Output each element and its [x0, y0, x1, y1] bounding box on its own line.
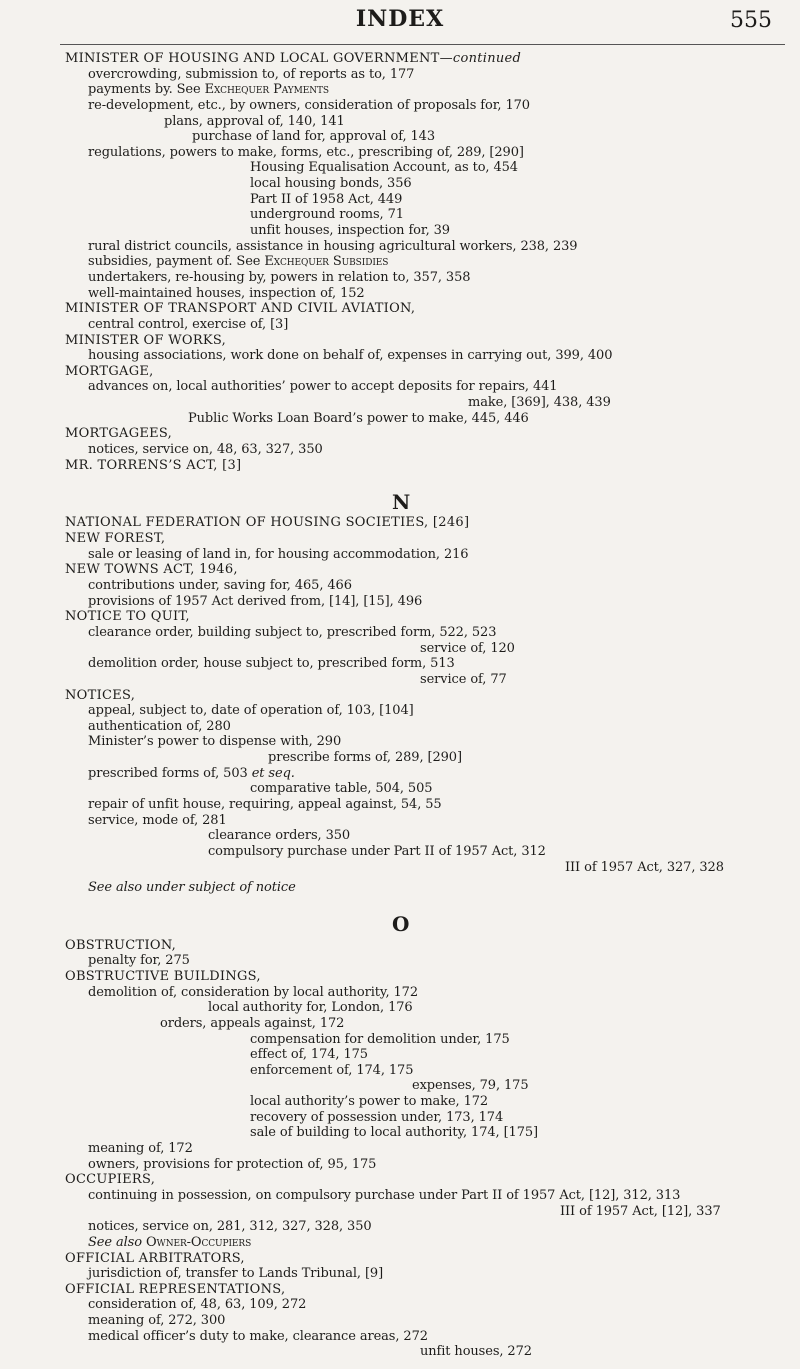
- index-entry: sale of building to local authority, 174, [175]: [250, 1125, 538, 1141]
- section-letter-n: N: [392, 489, 411, 514]
- section-letter-o: O: [392, 912, 410, 937]
- index-entry: make, [369], 438, 439: [468, 395, 611, 411]
- index-entry: regulations, powers to make, forms, etc., prescribing of, 289, [290]: [88, 144, 524, 160]
- index-entry: expenses, 79, 175: [412, 1078, 529, 1094]
- index-entry: demolition of, consideration by local authority, 172: [88, 984, 418, 1000]
- index-heading: OCCUPIERS,: [65, 1172, 156, 1188]
- index-entry: Part II of 1958 Act, 449: [250, 191, 403, 207]
- index-entry: demolition order, house subject to, prescribed form, 513: [88, 656, 455, 672]
- index-entry: III of 1957 Act, [12], 337: [560, 1203, 721, 1219]
- index-entry: undertakers, re-housing by, powers in relation to, 357, 358: [88, 269, 471, 285]
- index-entry: notices, service on, 48, 63, 327, 350: [88, 441, 323, 457]
- index-heading: MINISTER OF HOUSING AND LOCAL GOVERNMENT—continued: [65, 51, 522, 66]
- index-entry: Public Works Loan Board’s power to make, 445, 446: [188, 410, 529, 426]
- page-title: INDEX: [355, 6, 445, 32]
- index-entry: authentication of, 280: [88, 718, 231, 734]
- index-heading: MINISTER OF WORKS,: [65, 332, 227, 348]
- index-heading: OBSTRUCTIVE BUILDINGS,: [65, 969, 261, 985]
- index-entry: Minister’s power to dispense with, 290: [88, 734, 342, 750]
- index-entry: contributions under, saving for, 465, 466: [88, 578, 352, 594]
- index-entry: clearance order, building subject to, prescribed form, 522, 523: [88, 624, 497, 640]
- index-heading: NOTICES,: [65, 687, 136, 703]
- index-entry: comparative table, 504, 505: [250, 781, 433, 797]
- index-entry: local authority for, London, 176: [208, 1000, 413, 1016]
- index-entry: sale or leasing of land in, for housing accommodation, 216: [88, 546, 469, 562]
- index-entry: enforcement of, 174, 175: [250, 1062, 414, 1078]
- index-entry: notices, service on, 281, 312, 327, 328, 350: [88, 1219, 372, 1235]
- index-entry: orders, appeals against, 172: [160, 1015, 345, 1031]
- index-entry: underground rooms, 71: [250, 207, 404, 223]
- index-entry: re-development, etc., by owners, consideration of proposals for, 170: [88, 97, 530, 113]
- index-heading: MORTGAGE,: [65, 363, 154, 379]
- index-heading: MR. TORRENS’S ACT, [3]: [65, 457, 242, 473]
- index-entry: effect of, 174, 175: [250, 1047, 368, 1063]
- index-entry: rural district councils, assistance in housing agricultural workers, 238, 239: [88, 238, 578, 254]
- index-entry: housing associations, work done on behalf of, expenses in carrying out, 399, 400: [88, 348, 613, 364]
- index-entry: compensation for demolition under, 175: [250, 1031, 510, 1047]
- index-heading: OBSTRUCTION,: [65, 937, 177, 953]
- index-entry: local authority’s power to make, 172: [250, 1094, 489, 1110]
- index-entry: local housing bonds, 356: [250, 176, 412, 192]
- index-entry: unfit houses, inspection for, 39: [250, 223, 450, 239]
- index-entry: central control, exercise of, [3]: [88, 316, 289, 332]
- index-entry: provisions of 1957 Act derived from, [14], [15], 496: [88, 593, 423, 609]
- index-entry: payments by. See Exchequer Payments: [88, 82, 329, 98]
- index-entry: recovery of possession under, 173, 174: [250, 1109, 504, 1125]
- index-entry: See also under subject of notice: [88, 879, 296, 895]
- index-entry: penalty for, 275: [88, 953, 190, 969]
- index-entry: Housing Equalisation Account, as to, 454: [250, 160, 518, 176]
- index-entry: continuing in possession, on compulsory purchase under Part II of 1957 Act, [12], 312, 313: [88, 1187, 681, 1203]
- index-entry: compulsory purchase under Part II of 1957 Act, 312: [208, 843, 546, 859]
- index-entry: appeal, subject to, date of operation of, 103, [104]: [88, 703, 414, 719]
- index-entry: meaning of, 272, 300: [88, 1313, 226, 1329]
- index-entry: overcrowding, submission to, of reports as to, 177: [88, 66, 415, 82]
- page-number: 555: [730, 8, 772, 33]
- index-entry: unfit houses, 272: [420, 1344, 532, 1360]
- index-entry: medical officer’s duty to make, clearance areas, 272: [88, 1328, 428, 1344]
- index-entry: plans, approval of, 140, 141: [164, 113, 345, 129]
- index-heading: NOTICE TO QUIT,: [65, 609, 190, 625]
- index-heading: OFFICIAL ARBITRATORS,: [65, 1250, 245, 1266]
- index-heading: NEW TOWNS ACT, 1946,: [65, 562, 238, 578]
- index-entry: subsidies, payment of. See Exchequer Subsidies: [88, 254, 389, 270]
- index-entry: repair of unfit house, requiring, appeal against, 54, 55: [88, 796, 442, 812]
- index-entry: advances on, local authorities’ power to accept deposits for repairs, 441: [88, 379, 558, 395]
- index-entry: See also Owner-Occupiers: [88, 1234, 252, 1250]
- index-heading: MORTGAGEES,: [65, 426, 173, 442]
- index-entry: III of 1957 Act, 327, 328: [565, 859, 724, 875]
- index-entry: service of, 77: [420, 671, 507, 687]
- index-entry: prescribed forms of, 503 et seq.: [88, 765, 295, 781]
- index-entry: purchase of land for, approval of, 143: [192, 129, 435, 145]
- header-rule: [60, 44, 785, 45]
- index-entry: service, mode of, 281: [88, 812, 227, 828]
- index-entry: service of, 120: [420, 640, 515, 656]
- index-heading: OFFICIAL REPRESENTATIONS,: [65, 1281, 286, 1297]
- index-entry: well-maintained houses, inspection of, 152: [88, 285, 365, 301]
- index-heading: NEW FOREST,: [65, 531, 166, 547]
- index-entry: jurisdiction of, transfer to Lands Tribunal, [9]: [88, 1266, 384, 1282]
- index-heading: MINISTER OF TRANSPORT AND CIVIL AVIATION,: [65, 301, 416, 317]
- index-entry: consideration of, 48, 63, 109, 272: [88, 1297, 307, 1313]
- index-entry: meaning of, 172: [88, 1141, 193, 1157]
- index-entry: owners, provisions for protection of, 95, 175: [88, 1156, 377, 1172]
- index-heading: NATIONAL FEDERATION OF HOUSING SOCIETIES, [246]: [65, 515, 470, 531]
- index-entry: clearance orders, 350: [208, 828, 351, 844]
- index-entry: prescribe forms of, 289, [290]: [268, 750, 462, 766]
